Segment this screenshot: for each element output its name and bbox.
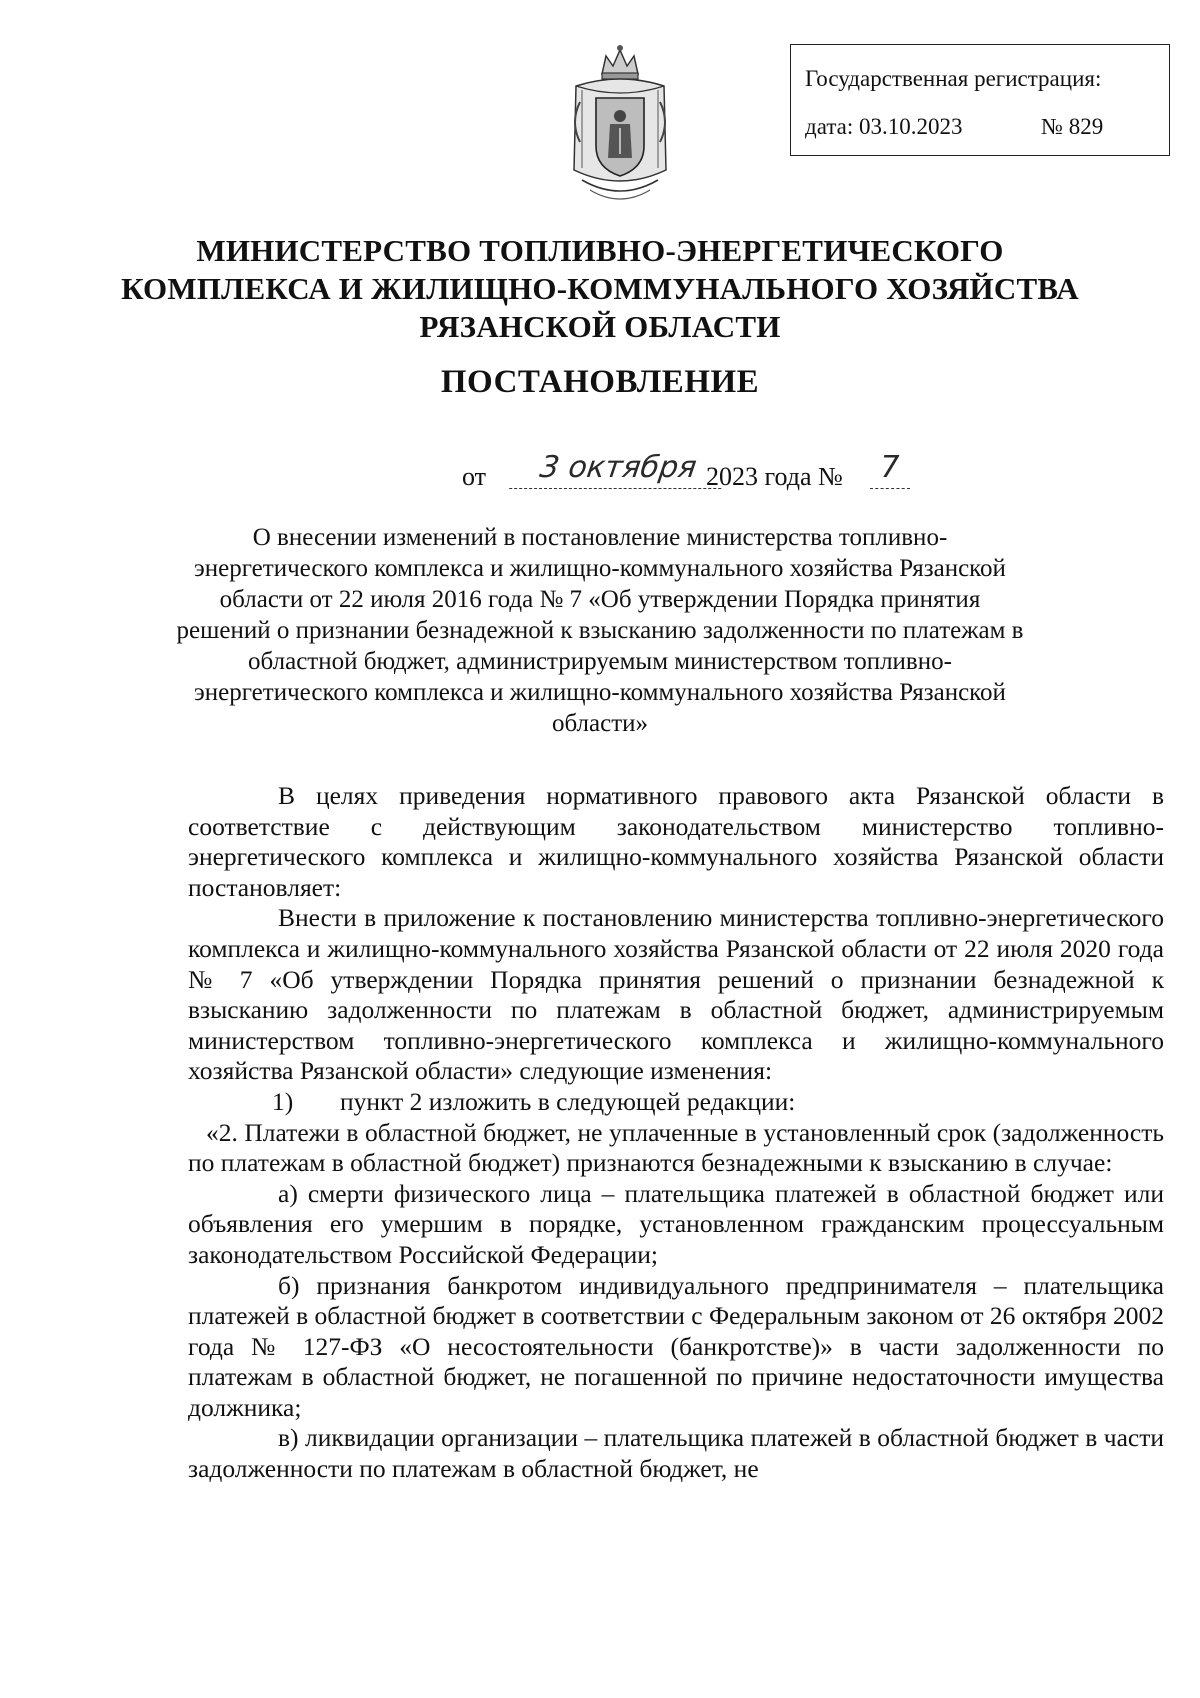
document-subject: [160, 522, 1040, 739]
date-year-text: 2023 года №: [706, 462, 843, 491]
ministry-line: РЯЗАНСКОЙ ОБЛАСТИ: [419, 309, 781, 344]
handwritten-number: 7: [870, 448, 910, 489]
subject-line: области от 22 июля 2016 года № 7 «Об утверждении Порядка принятия: [219, 586, 981, 613]
subclause-v: в) ликвидации организации – плательщика платежей в областной бюджет в части задолженности по платежам в областной бюджет, не: [188, 1423, 1164, 1484]
subject-line: областной бюджет, администрируемым министерством топливно-: [248, 648, 952, 675]
ministry-line: КОМПЛЕКСА И ЖИЛИЩНО-КОММУНАЛЬНОГО ХОЗЯЙСТВА: [121, 271, 1079, 306]
handwritten-date: 3 октября: [509, 448, 727, 489]
subject-line: решений о признании безнадежной к взысканию задолженности по платежам в: [176, 617, 1024, 644]
subject-line: энергетического комплекса и жилищно-коммунального хозяйства Рязанской: [194, 555, 1006, 582]
subclause-b: б) признания банкротом индивидуального предпринимателя – плательщика платежей в областной бюджет в соответствии с Федеральным законом от 26 октября 2002 года № 127-ФЗ «О несостоятельности (банкротстве)» в части задолженности по платежам в областной бюджет, не погашенной по причине недостаточности имущества должника;: [188, 1270, 1164, 1422]
subject-line: О внесении изменений в постановление министерства топливно-: [252, 524, 948, 551]
subject-line: энергетического комплекса и жилищно-коммунального хозяйства Рязанской: [194, 679, 1006, 706]
resolve-paragraph: Внести в приложение к постановлению министерства топливно-энергетического комплекса и жилищно-коммунального хозяйства Рязанской области от 22 июля 2020 года № 7 «Об утверждении Порядка принятия решений о признании безнадежной к взысканию задолженности по платежам в областной бюджет, администрируемым министерством топливно-энергетического комплекса и жилищно-коммунального хозяйства Рязанской области» следующие изменения:: [188, 903, 1164, 1086]
clause-2-paragraph: «2. Платежи в областной бюджет, не уплаченные в установленный срок (задолженность по платежам в областной бюджет) признаются безнадежными к взысканию в случае:: [188, 1117, 1164, 1178]
subject-line: области»: [551, 710, 649, 737]
amendment-item-number: 1): [272, 1086, 294, 1116]
ministry-line: МИНИСТЕРСТВО ТОПЛИВНО-ЭНЕРГЕТИЧЕСКОГО: [196, 233, 1004, 268]
amendment-item-text: пункт 2 изложить в следующей редакции:: [340, 1086, 796, 1116]
registration-date: дата: 03.10.2023: [805, 114, 963, 139]
date-number-line: [462, 448, 922, 491]
coat-of-arms-emblem: [560, 42, 680, 214]
ministry-name: [100, 232, 1100, 346]
document-type: ПОСТАНОВЛЕНИЕ: [440, 364, 760, 400]
amendment-item: [188, 1087, 1164, 1118]
subclause-a: а) смерти физического лица – плательщика платежей в областной бюджет или объявления его умершим в порядке, установленном гражданским процессуальным законодательством Российской Федерации;: [188, 1178, 1164, 1269]
date-prefix: от: [462, 462, 487, 491]
registration-number: № 829: [1041, 114, 1104, 139]
registration-stamp: [790, 44, 1170, 156]
registration-title: Государственная регистрация:: [805, 66, 1102, 91]
document-body: [188, 781, 1164, 1485]
intro-paragraph: В целях приведения нормативного правового акта Рязанской области в соответствие с действующим законодательством министерство топливно-энергетического комплекса и жилищно-коммунального хозяйства Рязанской области постановляет:: [188, 781, 1164, 902]
